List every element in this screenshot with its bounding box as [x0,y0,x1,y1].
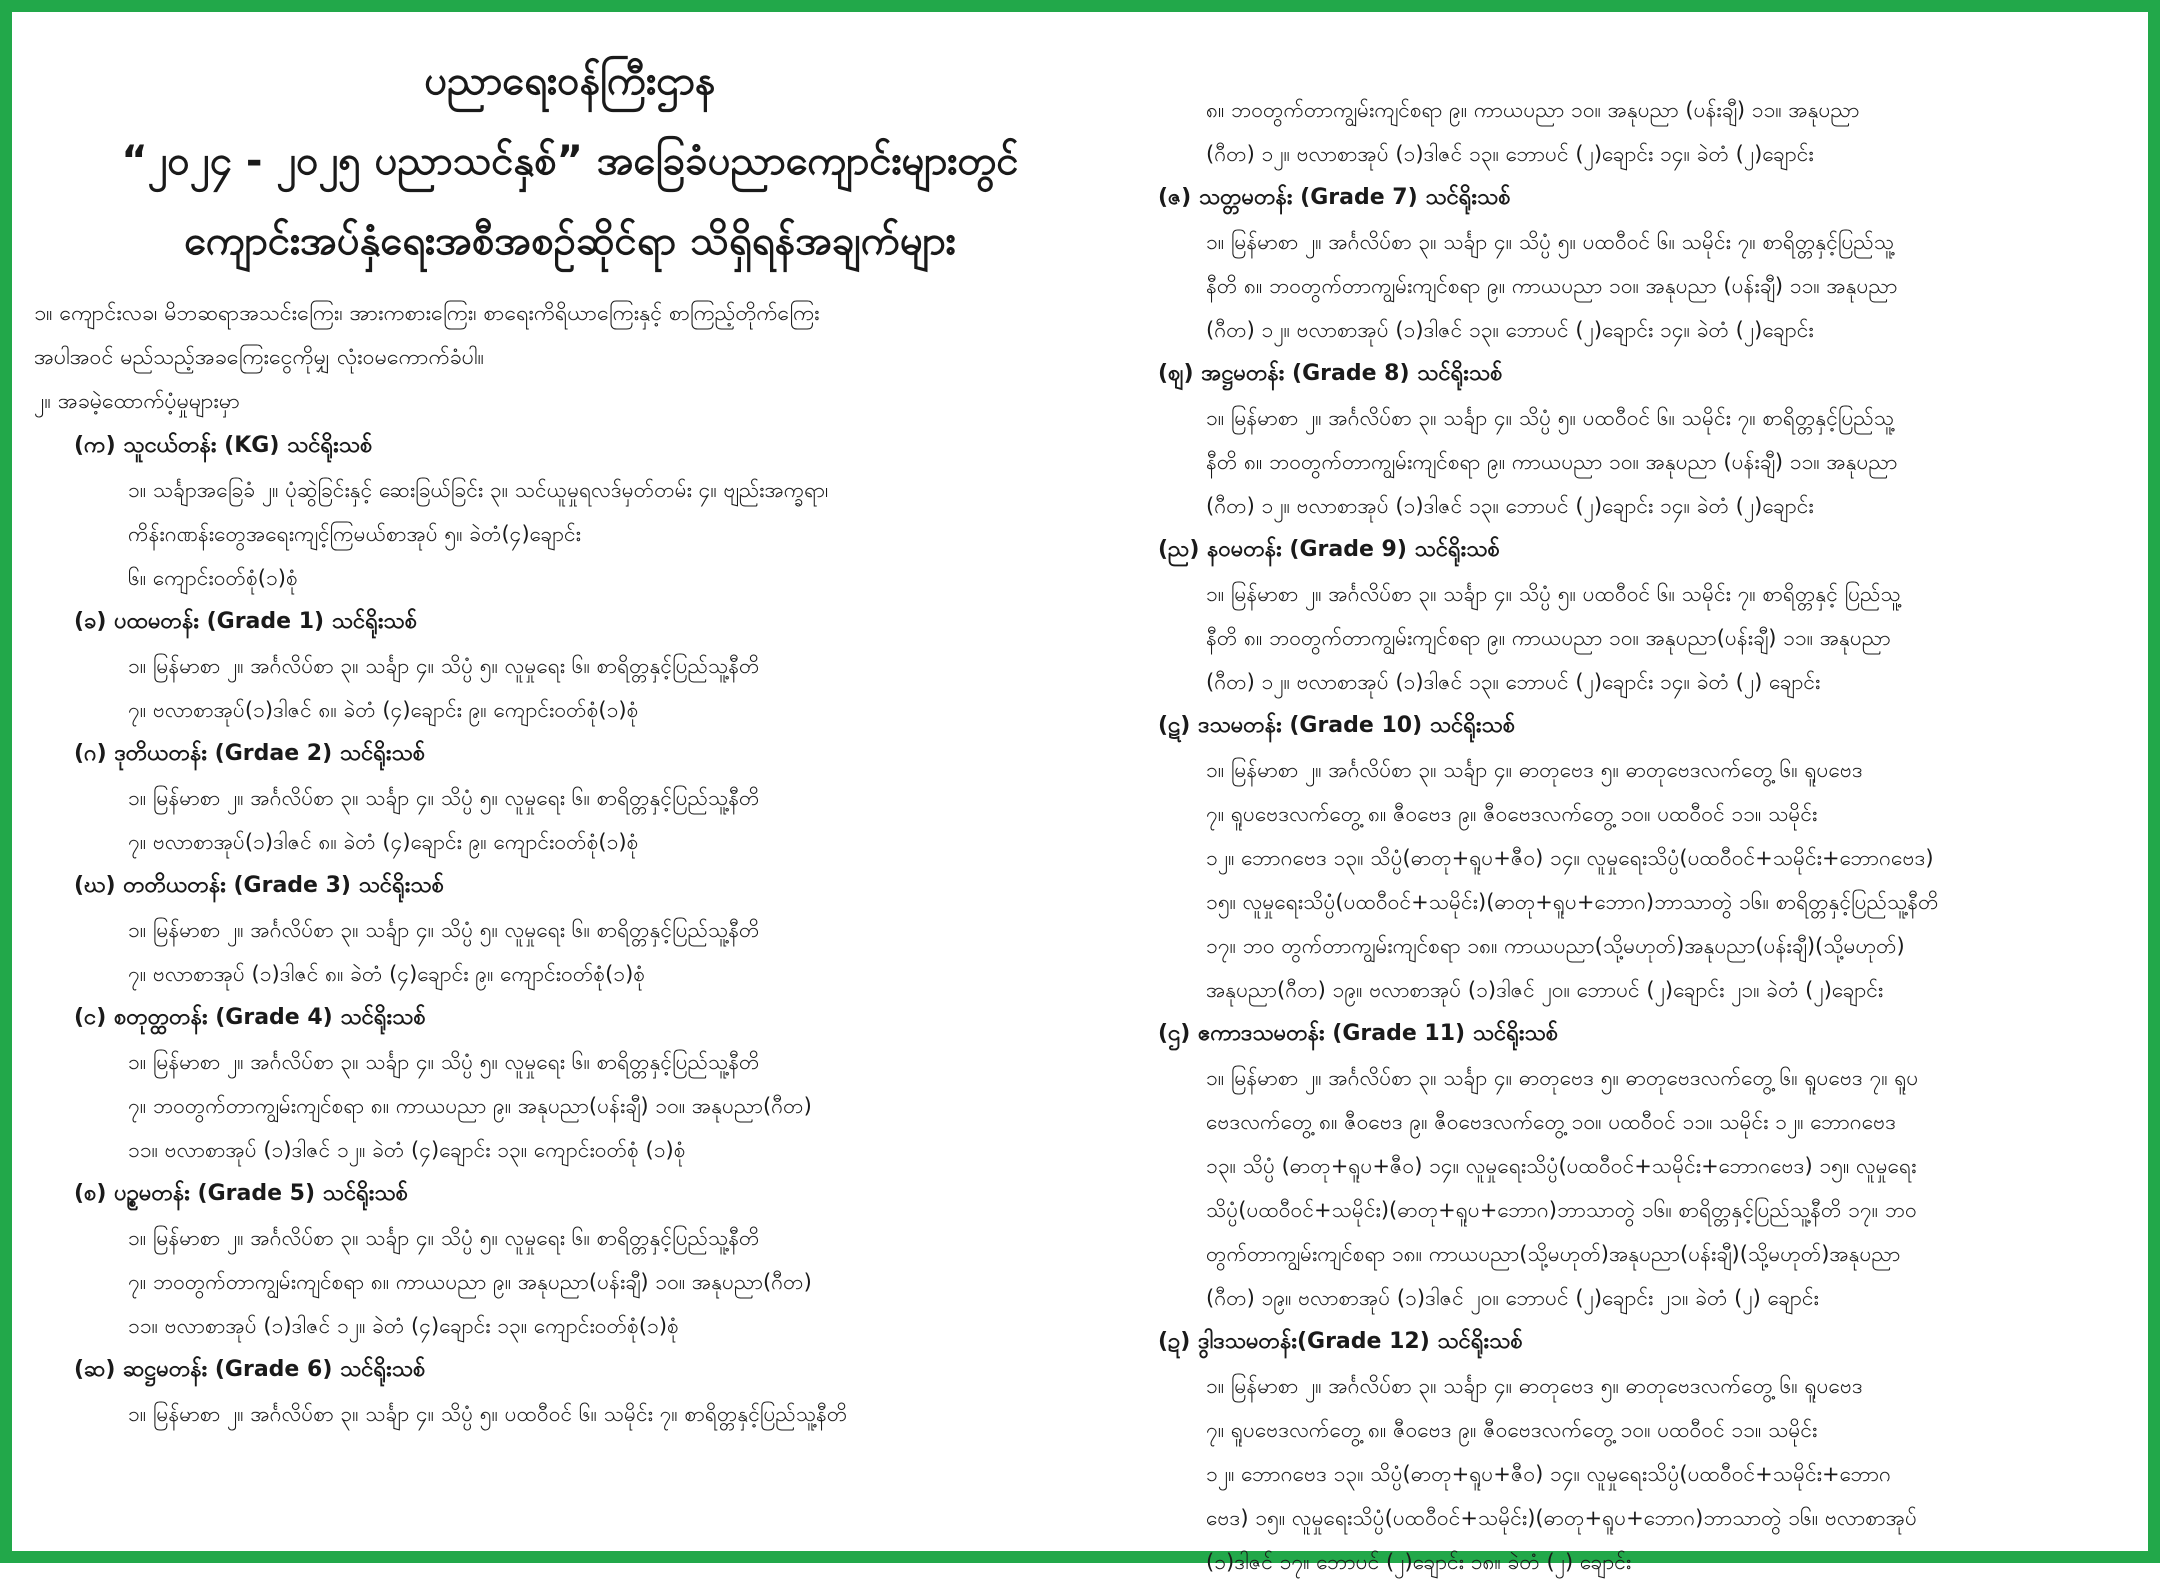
section-grade-11 [1150,1012,2150,1320]
section-line: ၇။ ဗလာစာအုပ်(၁)ဒါဇင် ၈။ ခဲတံ (၄)ချောင်း ၉။ ကျောင်းဝတ်စုံ(၁)စုံ [128,830,639,854]
title-enrollment: ကျောင်းအပ်နှံရေးအစီအစဉ်ဆိုင်ရာ သိရှိရန်အချက်များ [184,218,956,264]
section-line: ၁။ မြန်မာစာ ၂။ အင်္ဂလိပ်စာ ၃။ သင်္ချာ ၄။ သိပ္ပံ ၅။ ပထဝီဝင် ၆။ သမိုင်း ၇။ စာရိတ္တနှင့်ပြည်သူ့နီတိ [128,1402,848,1426]
section-line: ၁၂။ ဘောဂဗေဒ ၁၃။ သိပ္ပံ(ဓာတု+ရူပ+ဇီဝ) ၁၄။ လူမှုရေးသိပ္ပံ(ပထဝီဝင်+သမိုင်း+ဘောဂ [1206,1462,1892,1486]
section-line: ၇။ ရူပဗေဒလက်တွေ့ ၈။ ဇီဝဗေဒ ၉။ ဇီဝဗေဒလက်တွေ့ ၁၀။ ပထဝီဝင် ၁၁။ သမိုင်း [1206,1418,1818,1442]
section-title: (ဍ) ဒွါဒသမတန်း(Grade 12) သင်ရိုးသစ် [1158,1329,1523,1354]
section-line: ၁၇။ ဘဝ တွက်တာကျွမ်းကျင်စရာ ၁၈။ ကာယပညာ(သို့မဟုတ်)အနုပညာ(ပန်းချီ)(သို့မဟုတ်) [1206,934,1905,958]
section-line: ၇။ ဗလာစာအုပ်(၁)ဒါဇင် ၈။ ခဲတံ (၄)ချောင်း ၉။ ကျောင်းဝတ်စုံ(၁)စုံ [128,698,639,722]
section-title: (ဃ) တတိယတန်း (Grade 3) သင်ရိုးသစ် [74,873,444,898]
section-kg [34,424,1094,600]
section-grade-10 [1150,704,2150,1012]
section-line: တွက်တာကျွမ်းကျင်စရာ ၁၈။ ကာယပညာ(သို့မဟုတ်)အနုပညာ(ပန်းချီ)(သို့မဟုတ်)အနုပညာ [1206,1242,1901,1266]
section-line: (ဂီတ) ၁၂။ ဗလာစာအုပ် (၁)ဒါဇင် ၁၃။ ဘောပင် (၂)ချောင်း ၁၄။ ခဲတံ (၂)ချောင်း [1206,142,1814,166]
section-line: အနုပညာ(ဂီတ) ၁၉။ ဗလာစာအုပ် (၁)ဒါဇင် ၂၀။ ဘောပင် (၂)ချောင်း ၂၁။ ခဲတံ (၂)ချောင်း [1206,978,1884,1002]
section-title: (ခ) ပထမတန်း (Grade 1) သင်ရိုးသစ် [74,609,418,634]
intro-note-1: ၁။ ကျောင်းလခ၊ မိဘဆရာအသင်းကြေး၊ အားကစားကြေး၊ စာရေးကိရိယာကြေးနှင့် စာကြည့်တိုက်ကြေး [34,301,820,326]
section-title: (ဆ) ဆဋ္ဌမတန်း (Grade 6) သင်ရိုးသစ် [74,1357,426,1382]
section-line: ဗေဒ) ၁၅။ လူမှုရေးသိပ္ပံ(ပထဝီဝင်+သမိုင်း)(ဓာတု+ရူပ+ဘောဂ)ဘာသာတွဲ ၁၆။ ဗလာစာအုပ် [1206,1506,1917,1530]
right-column [1150,88,2150,1584]
section-line: နီတိ ၈။ ဘဝတွက်တာကျွမ်းကျင်စရာ ၉။ ကာယပညာ ၁၀။ အနုပညာ (ပန်းချီ) ၁၁။ အနုပညာ [1206,274,1898,298]
section-grade-9 [1150,528,2150,704]
section-line: ၁။ မြန်မာစာ ၂။ အင်္ဂလိပ်စာ ၃။ သင်္ချာ ၄။ သိပ္ပံ ၅။ လူမှုရေး ၆။ စာရိတ္တနှင့်ပြည်သူ့နီတိ [128,1226,760,1250]
section-title: (ဌ) ဧကာဒသမတန်း (Grade 11) သင်ရိုးသစ် [1158,1021,1559,1046]
section-line: ၁၁။ ဗလာစာအုပ် (၁)ဒါဇင် ၁၂။ ခဲတံ (၄)ချောင်း ၁၃။ ကျောင်းဝတ်စုံ(၁)စုံ [128,1314,679,1338]
section-title: (ည) နဝမတန်း (Grade 9) သင်ရိုးသစ် [1158,537,1500,562]
title-academic-year: “၂၀၂၄ - ၂၀၂၅ ပညာသင်နှစ်” အခြေခံပညာကျောင်းများတွင် [121,138,1019,184]
section-title: (ဇ) သတ္တမတန်း (Grade 7) သင်ရိုးသစ် [1158,185,1511,210]
section-line: ဗေဒလက်တွေ့ ၈။ ဇီဝဗေဒ ၉။ ဇီဝဗေဒလက်တွေ့ ၁၀။ ပထဝီဝင် ၁၁။ သမိုင်း ၁၂။ ဘောဂဗေဒ [1206,1110,1897,1134]
section-line: ၁။ မြန်မာစာ ၂။ အင်္ဂလိပ်စာ ၃။ သင်္ချာ ၄။ သိပ္ပံ ၅။ လူမှုရေး ၆။ စာရိတ္တနှင့်ပြည်သူ့နီတိ [128,1050,760,1074]
section-grade-8 [1150,352,2150,528]
section-line: နီတိ ၈။ ဘဝတွက်တာကျွမ်းကျင်စရာ ၉။ ကာယပညာ ၁၀။ အနုပညာ(ပန်းချီ) ၁၁။ အနုပညာ [1206,626,1891,650]
section-grade-3 [34,864,1094,996]
section-line: (ဂီတ) ၁၂။ ဗလာစာအုပ် (၁)ဒါဇင် ၁၃။ ဘောပင် (၂)ချောင်း ၁၄။ ခဲတံ (၂)ချောင်း [1206,318,1814,342]
section-title: (ဂ) ဒုတိယတန်း (Grdae 2) သင်ရိုးသစ် [74,741,426,766]
section-line: ၇။ ဘဝတွက်တာကျွမ်းကျင်စရာ ၈။ ကာယပညာ ၉။ အနုပညာ(ပန်းချီ) ၁၀။ အနုပညာ(ဂီတ) [128,1270,812,1294]
section-line: ၁၅။ လူမှုရေးသိပ္ပံ(ပထဝီဝင်+သမိုင်း)(ဓာတု+ရူပ+ဘောဂ)ဘာသာတွဲ ၁၆။ စာရိတ္တနှင့်ပြည်သူ့နီတိ [1206,890,1939,914]
section-title: (ဋ) ဒသမတန်း (Grade 10) သင်ရိုးသစ် [1158,713,1516,738]
section-line: ၁။ မြန်မာစာ ၂။ အင်္ဂလိပ်စာ ၃။ သင်္ချာ ၄။ သိပ္ပံ ၅။ ပထဝီဝင် ၆။ သမိုင်း ၇။ စာရိတ္တနှင့်ပြည်သူ့ [1206,406,1895,430]
section-grade-5 [34,1172,1094,1348]
section-line: (၁)ဒါဇင် ၁၇။ ဘောပင် (၂)ချောင်း ၁၈။ ခဲတံ (၂) ချောင်း [1206,1550,1632,1574]
title-ministry: ပညာရေးဝန်ကြီးဌာန [424,58,716,104]
section-line: ၇။ ရူပဗေဒလက်တွေ့ ၈။ ဇီဝဗေဒ ၉။ ဇီဝဗေဒလက်တွေ့ ၁၀။ ပထဝီဝင် ၁၁။ သမိုင်း [1206,802,1818,826]
section-grade-2 [34,732,1094,864]
section-line: သိပ္ပံ(ပထဝီဝင်+သမိုင်း)(ဓာတု+ရူပ+ဘောဂ)ဘာသာတွဲ ၁၆။ စာရိတ္တနှင့်ပြည်သူ့နီတိ ၁၇။ ဘဝ [1206,1198,1917,1222]
section-line: ကိန်းဂဏန်းတွေအရေးကျင့်ကြမယ်စာအုပ် ၅။ ခဲတံ(၄)ချောင်း [128,522,582,546]
section-line: ၇။ ဗလာစာအုပ် (၁)ဒါဇင် ၈။ ခဲတံ (၄)ချောင်း ၉။ ကျောင်းဝတ်စုံ(၁)စုံ [128,962,646,986]
section-line: ၁။ မြန်မာစာ ၂။ အင်္ဂလိပ်စာ ၃။ သင်္ချာ ၄။ သိပ္ပံ ၅။ လူမှုရေး ၆။ စာရိတ္တနှင့်ပြည်သူ့နီတိ [128,786,760,810]
section-line: ၈။ ဘဝတွက်တာကျွမ်းကျင်စရာ ၉။ ကာယပညာ ၁၀။ အနုပညာ (ပန်းချီ) ၁၁။ အနုပညာ [1206,98,1860,122]
section-title: (က) သူငယ်တန်း (KG) သင်ရိုးသစ် [74,433,373,458]
section-line: ၁။ မြန်မာစာ ၂။ အင်္ဂလိပ်စာ ၃။ သင်္ချာ ၄။ သိပ္ပံ ၅။ လူမှုရေး ၆။ စာရိတ္တနှင့်ပြည်သူ့နီတိ [128,918,760,942]
section-line: ၁။ မြန်မာစာ ၂။ အင်္ဂလိပ်စာ ၃။ သင်္ချာ ၄။ သိပ္ပံ ၅။ ပထဝီဝင် ၆။ သမိုင်း ၇။ စာရိတ္တနှင့်ပြည်သူ့ [1206,230,1895,254]
intro-note-1-cont: အပါအဝင် မည်သည့်အခကြေးငွေကိုမျှ လုံးဝမကောက်ခံပါ။ [34,345,485,370]
section-line: ၁။ သင်္ချာအခြေခံ ၂။ ပုံဆွဲခြင်းနှင့် ဆေးခြယ်ခြင်း ၃။ သင်ယူမှုရလဒ်မှတ်တမ်း ၄။ ဗျည်းအက္ခရာ၊ [128,478,829,502]
section-grade-4 [34,996,1094,1172]
section-title: (င) စတုတ္ထတန်း (Grade 4) သင်ရိုးသစ် [74,1005,426,1030]
section-title: (စ) ပဉ္စမတန်း (Grade 5) သင်ရိုးသစ် [74,1181,409,1206]
section-line: ၁။ မြန်မာစာ ၂။ အင်္ဂလိပ်စာ ၃။ သင်္ချာ ၄။ ဓာတုဗေဒ ၅။ ဓာတုဗေဒလက်တွေ့ ၆။ ရူပဗေဒ [1206,758,1863,782]
section-grade-6-continued [1150,88,2150,176]
section-line: ၆။ ကျောင်းဝတ်စုံ(၁)စုံ [128,566,298,590]
section-title: (ဈ) အဋ္ဌမတန်း (Grade 8) သင်ရိုးသစ် [1158,361,1503,386]
left-column [34,52,1094,1436]
section-line: (ဂီတ) ၁၂။ ဗလာစာအုပ် (၁)ဒါဇင် ၁၃။ ဘောပင် (၂)ချောင်း ၁၄။ ခဲတံ (၂)ချောင်း [1206,494,1814,518]
section-line: ၁၂။ ဘောဂဗေဒ ၁၃။ သိပ္ပံ(ဓာတု+ရူပ+ဇီဝ) ၁၄။ လူမှုရေးသိပ္ပံ(ပထဝီဝင်+သမိုင်း+ဘောဂဗေဒ) [1206,846,1934,870]
intro-note-2: ၂။ အခမဲ့ထောက်ပံ့မှုများမှာ [34,389,241,414]
section-line: ၁။ မြန်မာစာ ၂။ အင်္ဂလိပ်စာ ၃။ သင်္ချာ ၄။ သိပ္ပံ ၅။ လူမှုရေး ၆။ စာရိတ္တနှင့်ပြည်သူ့နီတိ [128,654,760,678]
section-line: (ဂီတ) ၁၉။ ဗလာစာအုပ် (၁)ဒါဇင် ၂၀။ ဘောပင် (၂)ချောင်း ၂၁။ ခဲတံ (၂) ချောင်း [1206,1286,1819,1310]
section-line: ၁၁။ ဗလာစာအုပ် (၁)ဒါဇင် ၁၂။ ခဲတံ (၄)ချောင်း ၁၃။ ကျောင်းဝတ်စုံ (၁)စုံ [128,1138,686,1162]
section-line: ၁။ မြန်မာစာ ၂။ အင်္ဂလိပ်စာ ၃။ သင်္ချာ ၄။ ဓာတုဗေဒ ၅။ ဓာတုဗေဒလက်တွေ့ ၆။ ရူပဗေဒ [1206,1374,1863,1398]
section-line: ၁၃။ သိပ္ပံ (ဓာတု+ရူပ+ဇီဝ) ၁၄။ လူမှုရေးသိပ္ပံ(ပထဝီဝင်+သမိုင်း+ဘောဂဗေဒ) ၁၅။ လူမှုရေး [1206,1154,1917,1178]
section-grade-1 [34,600,1094,732]
section-grade-7 [1150,176,2150,352]
section-line: (ဂီတ) ၁၂။ ဗလာစာအုပ် (၁)ဒါဇင် ၁၃။ ဘောပင် (၂)ချောင်း ၁၄။ ခဲတံ (၂) ချောင်း [1206,670,1821,694]
notice-title [46,52,1094,270]
section-grade-6 [34,1348,1094,1436]
section-grade-12 [1150,1320,2150,1584]
section-line: ၁။ မြန်မာစာ ၂။ အင်္ဂလိပ်စာ ၃။ သင်္ချာ ၄။ သိပ္ပံ ၅။ ပထဝီဝင် ၆။ သမိုင်း ၇။ စာရိတ္တနှင့် ပြည်သူ့ [1206,582,1901,606]
intro-notes [34,292,1094,424]
section-line: နီတိ ၈။ ဘဝတွက်တာကျွမ်းကျင်စရာ ၉။ ကာယပညာ ၁၀။ အနုပညာ (ပန်းချီ) ၁၁။ အနုပညာ [1206,450,1898,474]
section-line: ၇။ ဘဝတွက်တာကျွမ်းကျင်စရာ ၈။ ကာယပညာ ၉။ အနုပညာ(ပန်းချီ) ၁၀။ အနုပညာ(ဂီတ) [128,1094,812,1118]
section-line: ၁။ မြန်မာစာ ၂။ အင်္ဂလိပ်စာ ၃။ သင်္ချာ ၄။ ဓာတုဗေဒ ၅။ ဓာတုဗေဒလက်တွေ့ ၆။ ရူပဗေဒ ၇။ ရူပ [1206,1066,1919,1090]
